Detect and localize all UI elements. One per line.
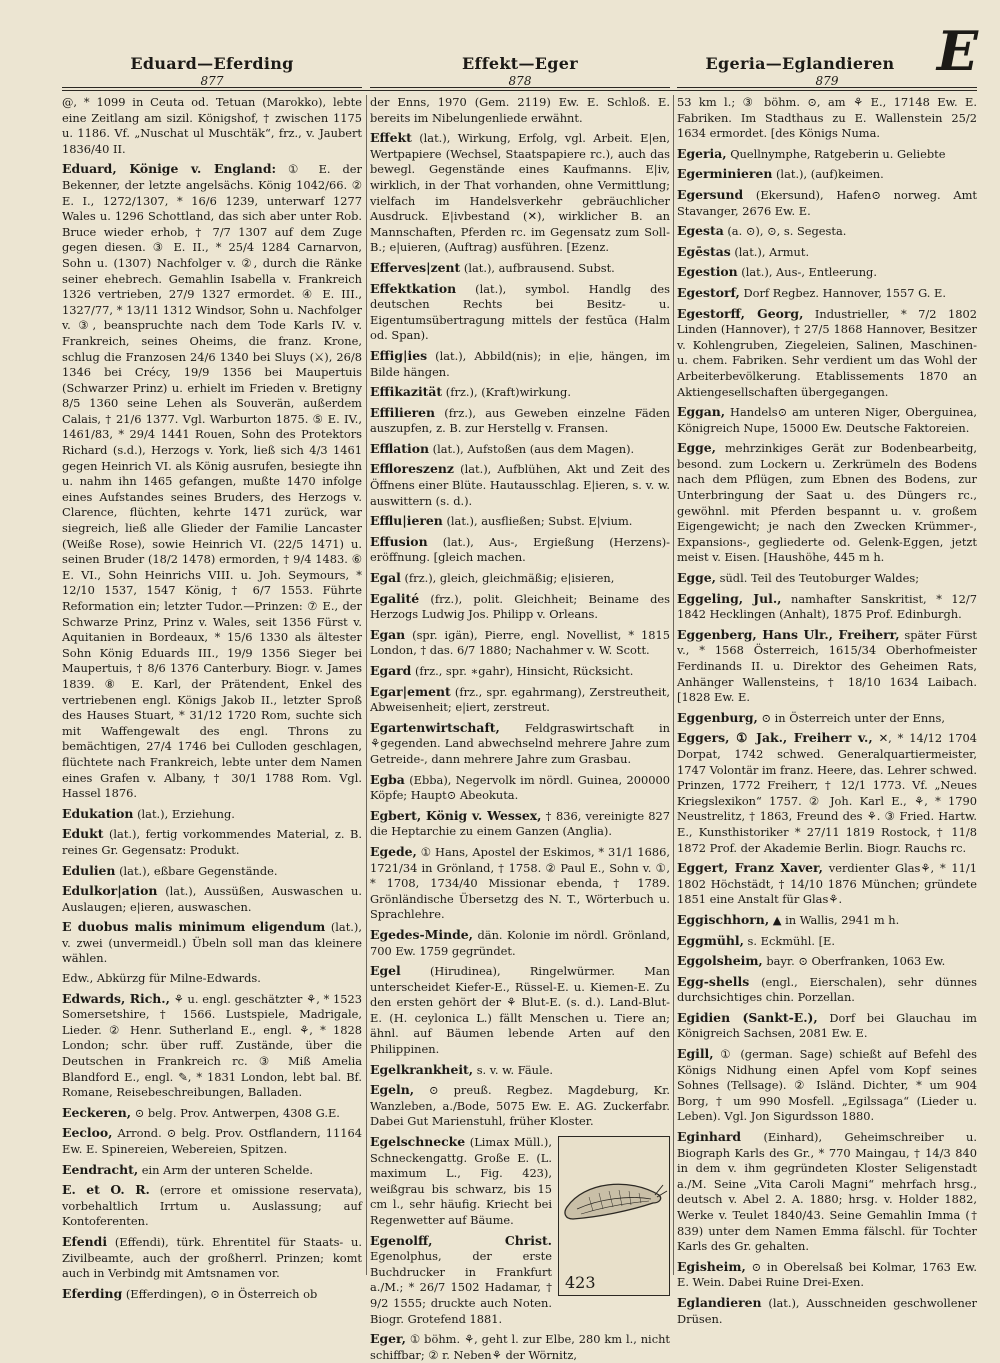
entry-text: Industrieller, * 7/2 1802 Linden (Hannover), † 27/5 1868 Hannover, Besitzer v. Kohlengruben, Ziegeleien, Salinen, Maschinen- u. chem. Fabriken. Sehr verdient um das Wohl der Arbeiterbevölkerung. Etablissements 1870 an Aktiengesellschaften übergegangen. [677,306,977,399]
dictionary-entry [677,933,977,950]
entry-headword: Efflation [370,440,430,456]
dictionary-entry [677,912,977,929]
dictionary-entry [370,627,670,659]
entry-headword: Eggmühl, [677,932,744,948]
entry-text: (lat.), eßbare Gegenstände. [119,863,278,878]
dictionary-entry [62,806,362,823]
entry-text: (Ekersund), Hafen⊙ norweg. Amt Stavanger, 2676 Ew. E. [677,187,977,218]
dictionary-entry [370,1062,670,1079]
entry-headword: Eggan, [677,404,726,420]
dictionary-entry [370,348,670,380]
header-rule-under [62,90,977,91]
dictionary-entry [370,844,670,923]
entry-headword: Eggenburg, [677,709,758,725]
entry-headword: Egal [370,570,401,586]
dictionary-entry [677,1259,977,1291]
entry-text: dän. Kolonie im nördl. Grönland, 700 Ew. 1759 gegründet. [370,927,670,958]
entry-headword: Edwards, Rich., [62,990,170,1006]
dictionary-entry [677,974,977,1006]
entry-headword: Efflu|ieren [370,513,443,529]
entry-text: ① E. der Bekenner, der letzte angelsächs. König 1042/66. ② E. I., 1272/1307, * 16/6 1239, unterwarf 1277 Wales u. 1296 Schottland, das sich aber unter Rob. Bruce wieder erhob, † 7/7 1307 auf dem Zuge gegen diesen. ③ E. II., * 25/4 1284 Carnarvon, Sohn u. (1307) Nachfolger v. ②, durch die Ränke seiner ehebrech. Gemahlin Isabella v. Frankreich 1326 vertrieben, 27/9 1327 ermordet. ④ E. III., 1327/77, * 13/11 1312 Windsor, Sohn u. Nachfolger v. ③, beanspruchte nach dem Tode Karls IV. v. Frankreich, seines Oheims, die franz. Krone, schlug die Franzosen 24/6 1340 bei Sluys (⚔), 26/8 1346 bei Crécy, 19/9 1356 bei Maupertuis (Schwarzer Prinz) u. erhielt im Frieden v. Bretigny 8/5 1360 seine Lehen als Souverän, außerdem Calais, † 21/6 1377. Vgl. Warburton 1875. ⑤ E. IV., 1461/83, * 29/4 1441 Rouen, Sohn des Protektors Richard (s.d.), Herzogs v. York, ließ sich 4/3 1461 gegen Heinrich VI. als König ausrufen, besiegte ihn u. nahm ihn 1465 gefangen, mußte 1470 infolge eines Aufstandes seines Bruders, des Herzogs v. Clarence, flüchten, kehrte 1471 zurück, war siegreich, ließ alle Glieder der Familie Lancaster (Weiße Rose), sowie Heinrich VI. (22/5 1471) u. seinen Bruder (18/2 1478) ermorden, † 9/4 1483. ⑥ E. VI., Sohn Heinrichs VIII. u. Joh. Seymours, * 12/10 1537, 1547 König, † 6/7 1553. Führte Reformation ein; letzter Tudor.—Prinzen: ⑦ E., der Schwarze Prinz, Prinz v. Wales, seit 1356 Fürst v. Aquitanien in Bordeaux, * 15/6 1330 als ältester Sohn König Eduards III., 19/9 1356 Sieger bei Maupertuis, † 8/6 1376 Canterbury. Biogr. v. James 1839. ⑧ E. Karl, der Prätendent, Enkel des vertriebenen engl. Königs Jakob II., letzter Sproß des Hauses Stuart, * 31/12 1720 Rom, suchte sich mit Waffengewalt des engl. Throns zu bemächtigen, 27/4 1746 bei Culloden geschlagen, flüchtete nach Frankreich, lebte unter dem Namen eines Grafen v. Albany, † 30/1 1788 Rom. Vgl. Hassel 1876. [62,162,362,801]
entry-text: (lat.), Aus-, Entleerung. [741,265,877,280]
entry-headword: Egeria, [677,145,727,161]
running-head-middle: Effekt—Eger [462,54,578,73]
dictionary-entry [370,534,670,566]
entry-text: Feldgraswirtschaft in ⚘gegenden. Land abwechselnd mehrere Jahre zum Getreide-, dann mehrere Jahre zum Grasbau. [370,720,670,766]
entry-headword: Egede, [370,843,417,859]
dictionary-entry [62,1125,362,1157]
dictionary-entry [677,1129,977,1255]
entry-text: (Efferdingen), ⊙ in Österreich ob [125,1286,318,1301]
column-divider [366,95,367,1275]
entry-text: (lat.), Aufblühen, Akt und Zeit des Öffnens einer Blüte. Hautausschlag. E|ieren, s. v. w. auswittern (s. d.). [370,462,671,508]
entry-text: später Fürst v., * 1568 Österreich, 1615/34 Oberhofmeister Ferdinands II. u. Direktor des Geheimen Rats, Anhänger Wallensteins, † 18/10 1634 Laibach. [1828 Ew. E. [677,627,978,705]
entry-text: Quellnymphe, Ratgeberin u. Geliebte [730,146,946,161]
entry-text: (lat.), symbol. Handlg des deutschen Rechts bei Besitz- u. Eigentumsübertragung mittels der festūca (Halm od. Span). [370,281,670,343]
entry-text: (frz., spr. ∗gahr), Hinsicht, Rücksicht. [414,664,634,678]
entry-text: (lat.), (auf)keimen. [775,167,884,182]
entry-headword: Egersund [677,186,744,202]
dictionary-entry [62,919,362,967]
entry-text: ⚘ u. engl. geschätzter ⚘, * 1523 Somersetshire, † 1566. Lustspiele, Madrigale, Lieder. ② Henr. Sutherland E., engl. ⚘, * 1828 London; schr. über ruff. Zustände, über die Deutschen in Frankreich rc. ③ Miß Amelia Blandford E., engl. ✎, * 1831 London, lebt bal. Bf. Romane, Reisebeschreibungen, Balladen. [62,991,362,1100]
entry-headword: Egeln, [370,1082,415,1098]
entry-headword: Egg-shells [677,973,750,989]
dictionary-entry [62,95,362,157]
dictionary-entry [677,404,977,436]
entry-headword: Egidien (Sankt-E.), [677,1009,818,1025]
dictionary-entry [677,730,977,856]
dictionary-entry [370,927,670,959]
dictionary-entry [62,883,362,915]
entry-headword: Egalité [370,590,420,606]
entry-headword: E. et O. R. [62,1182,150,1198]
entry-headword: Effikazität [370,384,443,400]
entry-headword: Egan [370,626,406,642]
entry-text: ▲ in Wallis, 2941 m h. [772,912,900,927]
entry-headword: Eglandieren [677,1294,762,1310]
entry-text: (lat.), Aussüßen, Auswaschen u. Auslaugen; e|ieren, auswaschen. [62,884,362,914]
entry-headword: Eggers, ① Jak., Freiherr v., [677,730,873,746]
entry-headword: Effig|ies [370,347,428,363]
entry-text: verdienter Glas⚘, * 11/1 1802 Höchstädt, † 14/10 1876 München; gründete 1851 eine Anstalt für Glas⚘. [677,861,978,907]
dictionary-entry [370,405,670,437]
entry-headword: Eggolsheim, [677,953,763,969]
dictionary-entry [677,95,977,142]
entry-headword: Egerminieren [677,166,773,182]
page-number-left: 877 [200,74,224,88]
entry-headword: Eggeling, Jul., [677,590,782,606]
entry-text: Egenolphus, der erste Buchdrucker in Frankfurt a./M.; * 26/7 1502 Hadamar, † 9/2 1555; druckte auch Noten. Biogr. Grotefend 1881. [370,1249,552,1326]
dictionary-entry [62,161,362,801]
entry-headword: Effekt [370,130,412,146]
entry-headword: Egisheim, [677,1258,746,1274]
dictionary-entry [62,826,362,858]
dictionary-entry [62,1162,362,1179]
entry-text: mehrzinkiges Gerät zur Bodenbearbeitg, besond. zum Lockern u. Zerkrümeln des Bodens nach dem Pflügen, zum Ebnen des Bodens, zur Unterbringung der Saat u. des Düngers rc., gewöhnl. mit Pferden bespannt u. v. großem Eigengewicht; je nach den Zwecken Krümmer-, Expansions-, gegliederte od. Gelenk-Eggen, jetzt meist v. Eisen. [Haushöhe, 445 m h. [677,441,977,565]
dictionary-entry [677,1010,977,1042]
dictionary-entry [370,591,670,623]
column-divider [673,95,674,1275]
entry-headword: Egel [370,963,401,979]
dictionary-entry [370,461,670,509]
dictionary-entry [677,166,977,183]
entry-text: Handels⊙ am unteren Niger, Oberguinea, Königreich Nupe, 15000 Ew. Deutsche Faktoreien. [677,405,977,435]
dictionary-entry [62,971,362,987]
dictionary-entry [370,963,670,1058]
entry-text: @, * 1099 in Ceuta od. Tetuan (Marokko), lebte eine Zeitlang am sizil. Königshof, † zwischen 1175 u. 1186. Vf. „Nuschat ul Muschtäk“, frz., v. Jaubert 1836/40 II. [62,95,362,156]
dictionary-entry [370,260,670,277]
entry-text: (lat.), Aus-, Ergießung (Herzens)-eröffnung. [gleich machen. [370,534,670,565]
entry-headword: Edukt [62,826,104,842]
dictionary-entry [677,710,977,727]
leech-illustration [558,1136,670,1296]
entry-text: ⊙ in Oberelsaß bei Kolmar, 1763 Ew. E. Wein. Dabei Ruine Drei-Exen. [677,1259,977,1290]
entry-text: s. Eckmühl. [E. [747,933,835,948]
dictionary-entry [677,1295,977,1327]
entry-text: (Einhard), Geheimschreiber u. Biograph Karls des Gr., * 770 Maingau, † 14/3 840 in dem v. ihm gegründeten Kloster Seligenstadt a./M. Seine „Vita Caroli Magni“ mehrfach hrsg., deutsch v. Abel 2. A. 1880; hrsg. v. Holder 1882, Werke v. Teulet 1840/43. Seine Gemahlin Imma († 839) unter dem Namen Emma fälschl. für Tochter Karls des Gr. gehalten. [677,1130,978,1254]
page-number-middle: 878 [508,74,532,88]
dictionary-entry [62,863,362,880]
dictionary-entry [677,1046,977,1125]
dictionary-entry [677,187,977,219]
entry-headword: Egelkrankheit, [370,1061,474,1077]
dictionary-entry [370,808,670,840]
dictionary-entry [677,860,977,908]
entry-headword: Effusion [370,533,428,549]
entry-headword: Eggischhorn, [677,911,770,927]
dictionary-entry [677,440,977,566]
entry-headword: Efferves|zent [370,259,461,275]
slug-drawing [559,1137,669,1295]
entry-text: ⊙ in Österreich unter der Enns, [761,710,945,725]
entry-headword: Egba [370,771,405,787]
dictionary-entry [677,264,977,281]
entry-text: (Effendi), türk. Ehrentitel für Staats- u. Zivilbeamte, auch der großherrl. Prinzen; komt auch in Verbindg mit Amtsnamen vor. [62,1234,362,1281]
entry-headword: Eginhard [677,1129,742,1145]
entry-text: (frz.), (Kraft)wirkung. [445,385,571,400]
entry-text: (lat.), Ausschneiden geschwollener Drüsen. [677,1295,977,1326]
dictionary-entry [370,663,670,680]
entry-text: (frz.), aus Geweben einzelne Fäden auszupfen, z. B. zur Herstellg v. Fransen. [370,405,670,436]
section-letter: E [936,19,978,83]
column-right [677,95,978,1326]
dictionary-entry [62,991,362,1101]
entry-text: (lat.), Wirkung, Erfolg, vgl. Arbeit. E|en, Wertpapiere (Wechsel, Staatspapiere rc.), auch das bewegl. Gegenstände eines Kaufmanns. E|iv, wirklich, in der That vorhanden, ohne Vermittlung; vielfach im Handelsverkehr gebräuchlicher Ausdruck. E|ivbestand (✕), wirklicher B. an Mannschaften, Pferden rc. im Gegensatz zum Soll-B.; e|uieren, (Auftrag) ausführen. [Ezenz. [370,131,670,255]
dictionary-entry [370,281,670,344]
entry-headword: Effilieren [370,404,436,420]
column-middle [370,95,671,1362]
dictionary-entry [677,570,977,587]
dictionary-entry [370,1082,670,1130]
entry-text: Edw., Abkürzg für Milne-Edwards. [62,971,261,986]
dictionary-entry [62,1105,362,1122]
entry-text: (lat.), v. zwei (unvermeidl.) Übeln soll man das kleinere wählen. [62,920,362,966]
entry-text: (frz.), gleich, gleichmäßig; e|isieren, [404,571,615,586]
entry-text: (lat.), Armut. [734,244,810,259]
dictionary-entry [370,1331,670,1363]
running-head-left: Eduard—Eferding [130,54,294,73]
entry-headword: Eger, [370,1331,406,1347]
entry-headword: Eecloo, [62,1125,113,1141]
entry-headword: E duobus malis minimum eligendum [62,919,326,935]
entry-headword: Egartenwirtschaft, [370,719,500,735]
entry-headword: Egedes-Minde, [370,926,473,942]
dictionary-entry [677,591,977,623]
entry-text: (lat.), Erziehung. [137,806,235,821]
entry-text: † 836, vereinigte 827 die Heptarchie zu einem Ganzen (Anglia). [370,808,670,839]
entry-headword: Eggert, Franz Xaver, [677,860,824,876]
entry-text: (lat.), Abbild(nis); in e|ie, hängen, im Bilde hängen. [370,348,671,379]
entry-headword: Egge, [677,440,716,456]
page-number-right: 879 [815,74,839,88]
header-rule-middle [370,87,670,88]
entry-text: (engl., Eierschalen), sehr dünnes durchsichtiges chin. Porzellan. [677,974,978,1005]
entry-text: der Enns, 1970 (Gem. 2119) Ew. E. Schloß. E. bereits im Nibelungenliede erwähnt. [370,95,670,125]
entry-text: (frz., spr. egahrmang), Zerstreutheit, Abweisenheit; e|iert, zerstreut. [370,684,670,715]
running-head-right: Egeria—Eglandieren [705,54,895,73]
entry-text: ⊙ preuß. Regbez. Magdeburg, Kr. Wanzleben, a./Bode, 5075 Ew. E. AG. Zuckerfabr. Dabei Gut Marienstuhl, früher Kloster. [370,1083,671,1129]
entry-headword: Edulien [62,862,116,878]
dictionary-entry [677,953,977,970]
entry-text: ① (german. Sage) schießt auf Befehl des Königs Nidhung einen Apfel vom Kopf seines Sohnes (Tellsage). ② Isländ. Dichter, * um 904 Borg, † um 990 Mosfell. „Egilssaga“ (Lieder u. Leben). Vgl. Jon Sigurdsson 1880. [677,1047,977,1124]
entry-text: ⊙ belg. Prov. Antwerpen, 4308 G.E. [134,1105,340,1120]
entry-headword: Egar|ement [370,683,451,699]
entry-text: (lat.), Aufstoßen (aus dem Magen). [432,441,635,456]
entry-headword: Eggenberg, Hans Ulr., Freiherr, [677,626,900,642]
entry-headword: Effektkation [370,280,457,296]
dictionary-entry [370,130,670,256]
header-rule-right [677,87,977,88]
entry-headword: Egard [370,663,412,678]
entry-headword: Egesta [677,223,724,239]
entry-headword: Egestorf, [677,284,740,300]
entry-text: (errore et omissione reservata), vorbehaltlich Irrtum u. Auslassung; auf Kontoferenten. [62,1183,362,1229]
dictionary-entry [677,146,977,163]
dictionary-entry [62,1234,362,1282]
dictionary-entry [370,441,670,458]
figure-number: 423 [565,1273,596,1293]
entry-text: (lat.), ausfließen; Subst. E|vium. [446,514,633,529]
entry-text: (lat.), aufbrausend. Subst. [463,260,615,275]
entry-headword: Eferding [62,1285,123,1301]
dictionary-entry [370,772,670,804]
entry-headword: Egbert, König v. Wessex, [370,807,542,823]
entry-text: ✕, * 14/12 1704 Dorpat, 1742 schwed. Generalquartiermeister, 1747 Volontär im franz. Heere, das. Lehrer schwed. Prinzen, 1772 Freiherr, † 12/1 1773. Vf. „Neues Kriegslexikon“ 1757. ② Joh. Karl E., ⚘, * 1790 Neustrelitz, † 1863, Freund des ⚘. ③ Fried. Hartw. E., Kunsthistoriker * 27/11 1819 Rostock, † 11/8 1872 Prof. der Akademie Berlin. Biogr. Rauchs rc. [677,731,977,855]
entry-text: 53 km l.; ③ böhm. ⊙, am ⚘ E., 17148 Ew. E. Fabriken. Im Stadthaus zu E. Wallenstein 25/2 1634 ermordet. [des Königs Numa. [677,95,977,141]
dictionary-entry [677,285,977,302]
entry-headword: Egestion [677,264,738,280]
entry-text: Dorf Regbez. Hannover, 1557 G. E. [743,285,946,300]
entry-headword: Edukation [62,805,134,821]
entry-headword: Edulkor|ation [62,883,158,899]
entry-headword: Egēstas [677,243,731,259]
dictionary-entry [370,720,670,768]
entry-text: (lat.), fertig vorkommendes Material, z. B. reines Gr. Gegensatz: Produkt. [62,827,363,857]
entry-text: Arrond. ⊙ belg. Prov. Ostflandern, 11164 Ew. E. Spinereien, Webereien, Spitzen. [62,1126,362,1156]
entry-text: s. v. w. Fäule. [476,1062,554,1077]
entry-text: (frz.), polit. Gleichheit; Beiname des Herzogs Ludwig Jos. Philipp v. Orleans. [370,591,671,622]
dictionary-entry [370,570,670,587]
entry-text: Dorf bei Glauchau im Königreich Sachsen, 2081 Ew. E. [677,1010,977,1041]
entry-text: (Hirudinea), Ringelwürmer. Man unterscheidet Kiefer-E., Rüssel-E. u. Kiemen-E. Zu den ersten gehört der ⚘ Blut-E. (s. d.). Land-Blut-E. (H. ceylonica L.) fällt Menschen u. Tiere an; ähnl. auf Bäumen lebende Arten auf den Philippinen. [370,964,670,1057]
dictionary-entry [677,244,977,261]
dictionary-entry [370,684,670,716]
dictionary-entry [62,1182,362,1230]
dictionary-entry [677,627,977,706]
entry-text: namhafter Sanskritist, * 12/7 1842 Hecklingen (Anhalt), 1875 Prof. Edinburgh. [677,591,978,622]
entry-headword: Egelschnecke [370,1134,466,1150]
entry-headword: Eeckeren, [62,1104,132,1120]
dictionary-entry [677,223,977,240]
entry-headword: Egestorff, Georg, [677,305,804,321]
entry-text: ① böhm. ⚘, geht l. zur Elbe, 280 km l., nicht schiffbar; ② r. Neben⚘ der Wörnitz, [370,1332,670,1362]
header-rule-left [62,87,362,88]
entry-text: bayr. ⊙ Oberfranken, 1063 Ew. [766,954,946,969]
entry-headword: Egill, [677,1046,714,1062]
dictionary-entry [370,95,670,126]
entry-headword: Eendracht, [62,1161,139,1177]
entry-text: (a. ⊙), ⊙, s. Segesta. [727,224,847,239]
entry-text: (Ebba), Negervolk im nördl. Guinea, 200000 Köpfe; Haupt⊙ Abeokuta. [370,772,671,803]
column-left [62,95,363,1301]
entry-text: (Limax Müll.), Schneckengattg. Große E. (L. maximum L., Fig. 423), weißgrau bis schwarz, bis 15 cm l., sehr häufig. Kriecht bei Regenwetter auf Bäume. [370,1135,552,1227]
entry-text: ein Arm der unteren Schelde. [141,1162,314,1177]
entry-headword: Egge, [677,570,716,586]
dictionary-entry [370,513,670,530]
entry-headword: Eduard, Könige v. England: [62,161,277,177]
dictionary-entry [62,1286,362,1303]
entry-text: ① Hans, Apostel der Eskimos, * 31/1 1686, 1721/34 in Grönland, † 1758. ② Paul E., Sohn v. ①, * 1708, 1734/40 Missionar ebenda, † 1789. Grönländische Übersetzg des N. T., Wörterbuch u. Sprachlehre. [370,844,670,922]
entry-text: (spr. igän), Pierre, engl. Novellist, * 1815 London, † das. 6/7 1880; Nachahmer v. W. Scott. [370,627,670,658]
dictionary-entry [370,384,670,401]
entry-text: südl. Teil des Teutoburger Waldes; [719,571,920,586]
entry-headword: Effloreszenz [370,461,454,477]
dictionary-entry [677,306,977,401]
entry-headword: Efendi [62,1233,108,1249]
entry-headword: Egenolff, Christ. [370,1232,552,1248]
